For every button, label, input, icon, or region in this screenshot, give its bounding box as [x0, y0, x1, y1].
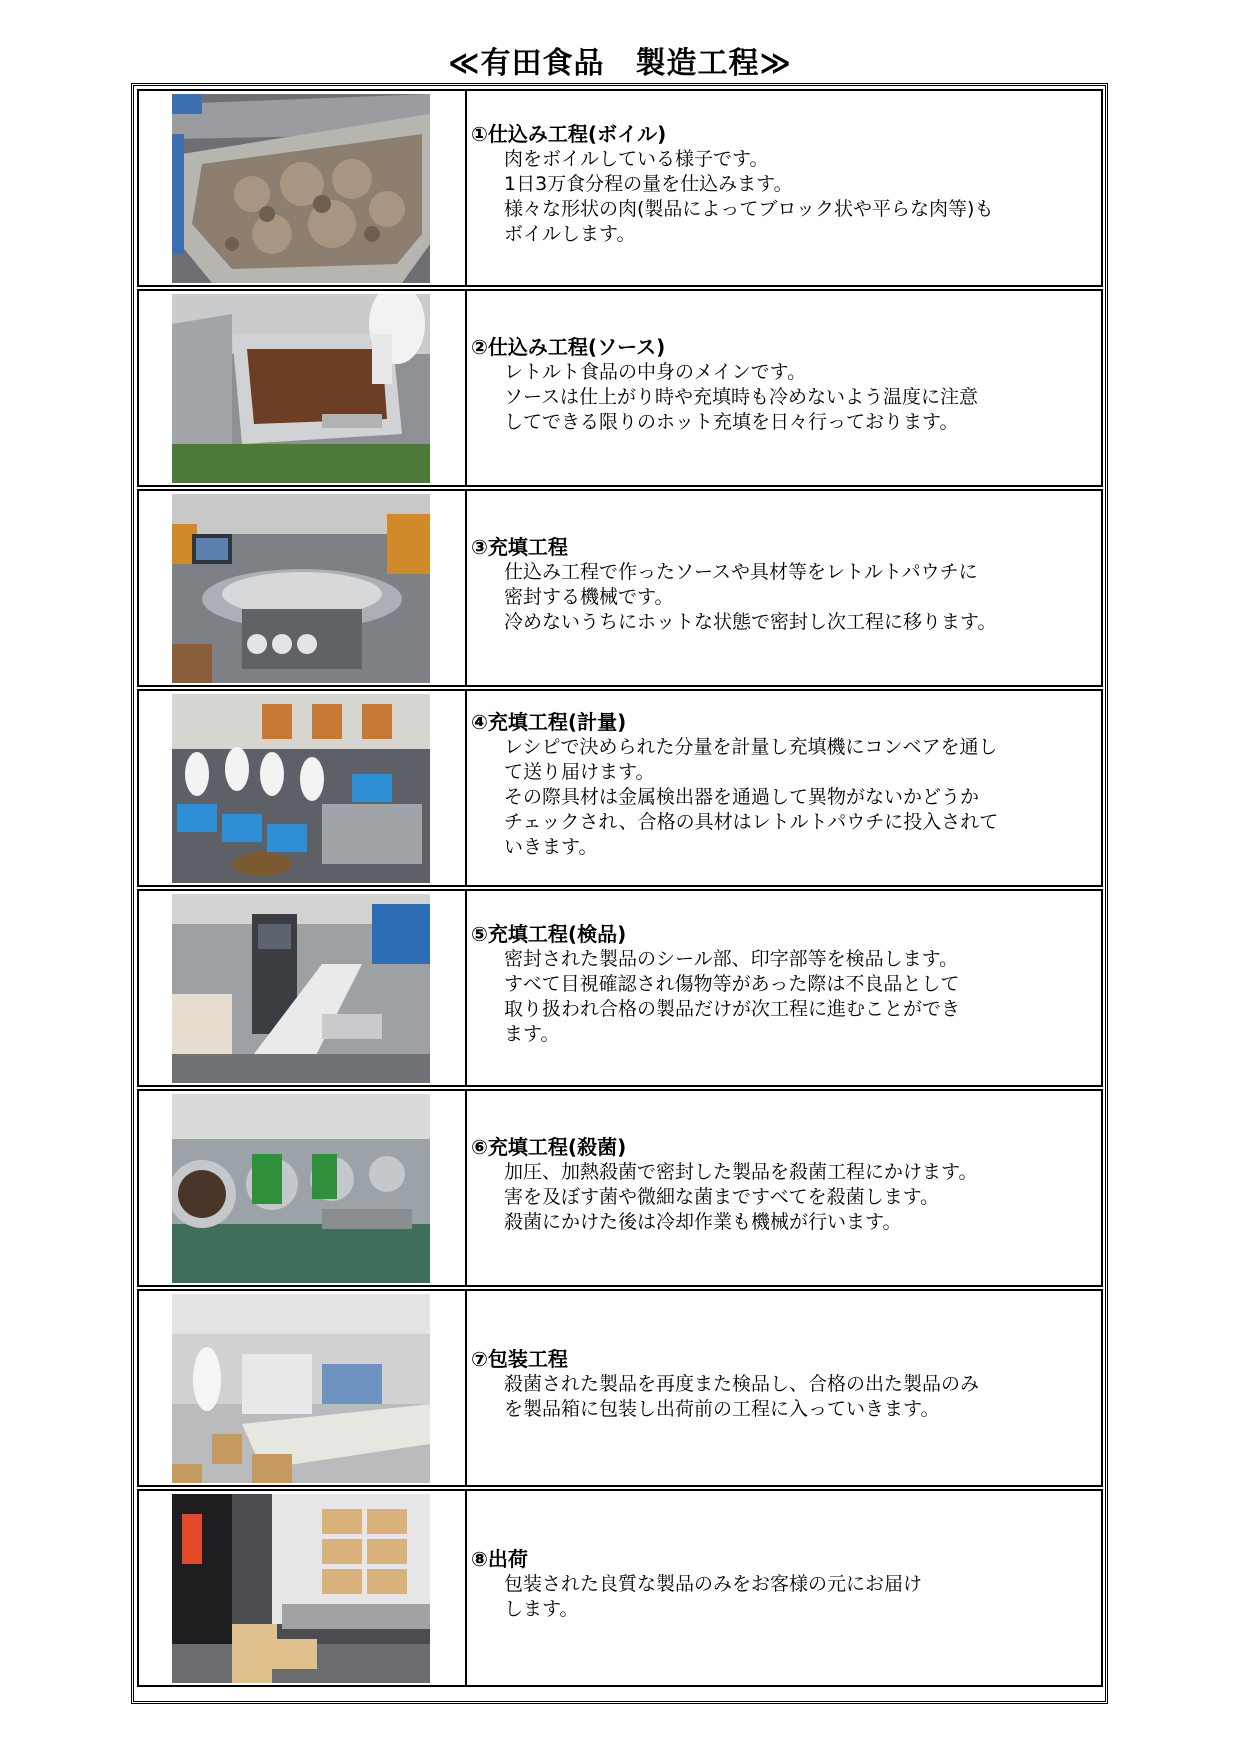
step-line: 加圧、加熱殺菌で密封した製品を殺菌工程にかけます。 [504, 1160, 978, 1183]
step-line: 包装された良質な製品のみをお客様の元にお届け [504, 1573, 923, 1595]
step-line: を製品箱に包装し出荷前の工程に入っていきます。 [504, 1398, 940, 1420]
photo-cell [139, 91, 467, 285]
step-text [468, 1091, 1101, 1285]
step-title: ⑦包装工程 [471, 1347, 568, 1371]
step-line: すべて目視確認され傷物等があった際は不良品として [504, 973, 960, 995]
step-line: レトルト食品の中身のメインです。 [504, 360, 807, 383]
step-line: ます。 [504, 1023, 560, 1045]
inspection-conveyor-photo [172, 894, 430, 1083]
step-title: ⑥充填工程(殺菌) [471, 1134, 627, 1159]
process-row [137, 289, 1103, 487]
photo-cell [139, 1291, 467, 1485]
step-line: いきます。 [504, 835, 598, 858]
step-line: その際具材は金属検出器を通過して異物がないかどうか [504, 785, 980, 808]
step-text [468, 1491, 1101, 1685]
sauce-kettle-photo [172, 294, 430, 483]
shipping-truck-photo [172, 1494, 430, 1683]
step-line: 密封された製品のシール部、印字部等を検品します。 [504, 948, 959, 970]
photo-cell [139, 1491, 467, 1685]
step-line: 冷めないうちにホットな状態で密封し次工程に移ります。 [504, 610, 997, 633]
step-line: て送り届けます。 [504, 760, 655, 783]
step-text [468, 291, 1101, 485]
step-title: ③充填工程 [471, 534, 568, 559]
step-line: 仕込み工程で作ったソースや具材等をレトルトパウチに [504, 560, 978, 583]
step-text [468, 91, 1101, 285]
step-line: 密封する機械です。 [504, 585, 674, 608]
step-line: レシピで決められた分量を計量し充填機にコンベアを通し [504, 735, 998, 758]
step-line: 殺菌にかけた後は冷却作業も機械が行います。 [504, 1210, 902, 1233]
step-title: ①仕込み工程(ボイル) [471, 122, 667, 146]
photo-cell [139, 1091, 467, 1285]
photo-cell [139, 891, 467, 1085]
process-row [137, 889, 1103, 1087]
retort-sterilizer-photo [172, 1094, 430, 1283]
photo-cell [139, 291, 467, 485]
process-row [137, 1489, 1103, 1687]
photo-cell [139, 491, 467, 685]
step-line: ボイルします。 [504, 223, 636, 245]
process-row [137, 1089, 1103, 1287]
process-row [137, 1289, 1103, 1487]
step-line: 1日3万食分程の量を仕込みます。 [504, 173, 793, 195]
step-line: してできる限りのホット充填を日々行っております。 [504, 410, 959, 433]
packaging-line-photo [172, 1294, 430, 1483]
step-line: ソースは仕上がり時や充填時も冷めないよう温度に注意 [504, 385, 979, 408]
step-text [468, 891, 1101, 1085]
step-title: ⑧出荷 [471, 1547, 528, 1571]
process-row [137, 89, 1103, 287]
step-title: ②仕込み工程(ソース) [471, 334, 666, 359]
step-text [468, 491, 1101, 685]
process-table [131, 83, 1108, 1704]
process-row [137, 489, 1103, 687]
boiling-kettle-photo [172, 94, 430, 283]
step-line: 様々な形状の肉(製品によってブロック状や平らな肉等)も [504, 198, 994, 220]
step-line: 殺菌された製品を再度また検品し、合格の出た製品のみ [504, 1373, 980, 1395]
step-title: ④充填工程(計量) [471, 709, 627, 734]
step-line: 害を及ぼす菌や微細な菌まですべてを殺菌します。 [504, 1185, 940, 1208]
page-title: ≪有田食品 製造工程≫ [448, 46, 792, 81]
process-row [137, 689, 1103, 887]
step-text [468, 691, 1101, 885]
photo-cell [139, 691, 467, 885]
step-title: ⑤充填工程(検品) [471, 922, 627, 946]
weighing-line-photo [172, 694, 430, 883]
step-line: 取り扱われ合格の製品だけが次工程に進むことができ [504, 998, 961, 1020]
step-line: します。 [504, 1598, 579, 1620]
step-line: チェックされ、合格の具材はレトルトパウチに投入されて [504, 810, 999, 833]
filling-machine-photo [172, 494, 430, 683]
step-line: 肉をボイルしている様子です。 [504, 148, 769, 170]
step-text [468, 1291, 1101, 1485]
